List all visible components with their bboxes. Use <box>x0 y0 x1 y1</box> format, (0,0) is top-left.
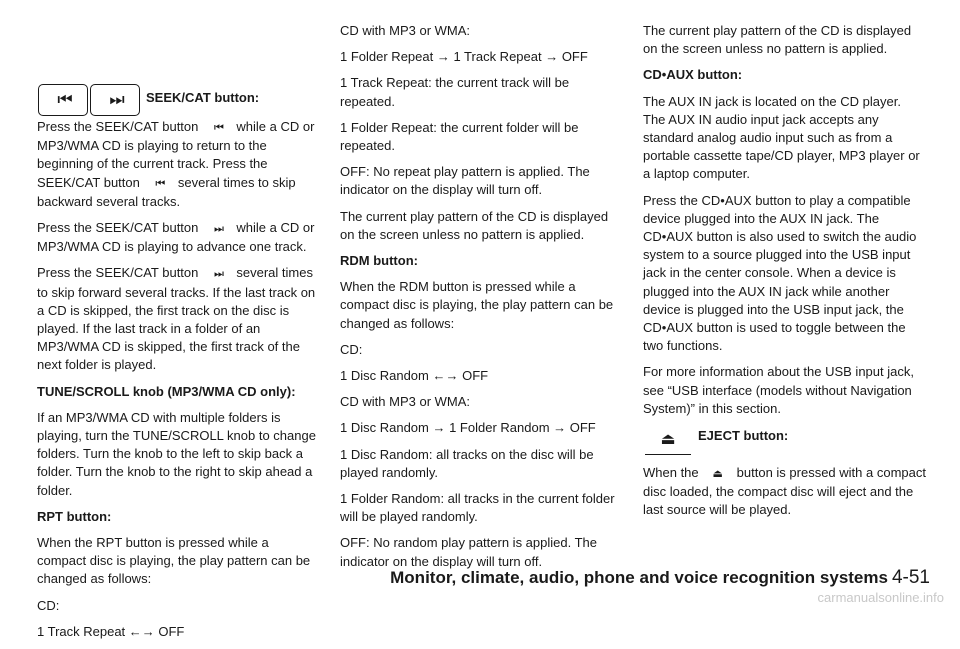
rdm-heading: RDM button: <box>340 253 418 269</box>
rdm-mp3-sequence: 1 Disc Random → 1 Folder Random → OFF <box>340 420 596 436</box>
rpt-desc-1: 1 Track Repeat: the current track will be repeated. <box>340 75 570 109</box>
seek-paragraph-1: Press the SEEK/CAT button ⏮ while a CD or MP3/WMA CD is playing to return to the beginning of the current track. Press the SEEK/CAT button ⏮ several times to skip backward several tracks. <box>37 119 315 209</box>
skip-back-icon: ⏮ <box>213 122 221 134</box>
eject-heading: EJECT button: <box>698 428 789 443</box>
aux-paragraph-1: The AUX IN jack is located on the CD player. The AUX IN audio input jack accepts any standard analog audio input such as from a portable cassette tape/CD player, MP3 player or a laptop computer. <box>643 93 920 182</box>
section-title: Monitor, climate, audio, phone and voice recognition systems <box>390 568 888 587</box>
rpt-desc-3: OFF: No repeat play pattern is applied. The indicator on the display will turn off. <box>340 164 590 198</box>
column-1 <box>37 118 317 649</box>
skip-back-icon: ⏮ <box>57 90 69 109</box>
aux-heading: CD•AUX button: <box>643 67 743 83</box>
rdm-paragraph: When the RDM button is pressed while a compact disc is playing, the play pattern can be changed as follows: <box>340 279 614 331</box>
seek-back-button-illustration <box>38 84 88 116</box>
page-number: 4-51 <box>891 567 930 588</box>
skip-back-icon: ⏮ <box>155 177 163 190</box>
rdm-desc-4: The current play pattern of the CD is displayed on the screen unless no pattern is applied. <box>643 23 912 57</box>
rpt-mp3-sequence: 1 Folder Repeat → 1 Track Repeat → OFF <box>340 49 588 65</box>
rdm-desc-3: OFF: No random play pattern is applied. The indicator on the display will turn off. <box>340 535 597 569</box>
rpt-paragraph: When the RPT button is pressed while a compact disc is playing, the play pattern can be changed as follows: <box>37 535 311 587</box>
eject-icon: ⏏ <box>660 431 676 448</box>
page-footer <box>390 567 930 589</box>
rpt-cd-label: CD: <box>37 597 60 613</box>
rpt-desc-4: The current play pattern of the CD is displayed on the screen unless no pattern is applied. <box>340 208 609 242</box>
rpt-desc-2: 1 Folder Repeat: the current folder will be repeated. <box>340 119 579 154</box>
rdm-desc-2: 1 Folder Random: all tracks in the current folder will be played randomly. <box>340 491 615 525</box>
column-2 <box>340 22 623 579</box>
rdm-cd-sequence: 1 Disc Random ←→ OFF <box>340 368 489 384</box>
eject-icon: ⏏ <box>712 468 723 480</box>
seek-paragraph-2: Press the SEEK/CAT button ⏭ while a CD or MP3/WMA CD is playing to advance one track. <box>37 220 315 255</box>
rdm-cd-label: CD: <box>340 341 363 357</box>
eject-button-illustration <box>645 424 691 455</box>
eject-paragraph: When the ⏏ button is pressed with a compact disc loaded, the compact disc will eject and the last source will be played. <box>643 465 926 518</box>
seek-forward-button-illustration <box>90 84 140 116</box>
aux-paragraph-3: For more information about the USB input jack, see “USB interface (models without Navigation System)” in this section. <box>643 364 914 416</box>
rpt-cd-sequence: 1 Track Repeat ←→ OFF <box>37 623 185 639</box>
rdm-desc-1: 1 Disc Random: all tracks on the disc will be played randomly. <box>340 446 594 480</box>
skip-forward-icon: ⏭ <box>109 90 121 109</box>
aux-paragraph-2: Press the CD•AUX button to play a compatible device plugged into the AUX IN jack. The CD•AUX button is also used to switch the audio system to a source plugged into the USB input jack in the center console. When a device is plugged into the AUX IN jack while another device is plugged into the USB input jack, the CD•AUX button is used to toggle between the two functions. <box>643 192 917 354</box>
watermark: carmanualsonline.info <box>817 590 944 605</box>
rpt-mp3-label: CD with MP3 or WMA: <box>340 23 471 38</box>
skip-forward-icon: ⏭ <box>213 268 221 281</box>
tune-paragraph: If an MP3/WMA CD with multiple folders is playing, turn the TUNE/SCROLL knob to change folders. Turn the knob to the left to skip back a folder. Turn the knob to the right to skip ahead a folder. <box>37 409 316 498</box>
rpt-heading: RPT button: <box>37 508 112 524</box>
seek-heading: SEEK/CAT button: <box>146 90 260 105</box>
column-3 <box>643 22 926 426</box>
rdm-mp3-label: CD with MP3 or WMA: <box>340 394 471 410</box>
seek-paragraph-3: Press the SEEK/CAT button ⏭ several times to skip forward several tracks. If the last track on a CD is skipped, the first track on the disc is played. If the last track in a folder of an MP3/WMA CD is skipped, the first track of the next folder is played. <box>37 265 316 373</box>
tune-heading: TUNE/SCROLL knob (MP3/WMA CD only): <box>37 383 296 399</box>
skip-forward-icon: ⏭ <box>213 223 221 236</box>
